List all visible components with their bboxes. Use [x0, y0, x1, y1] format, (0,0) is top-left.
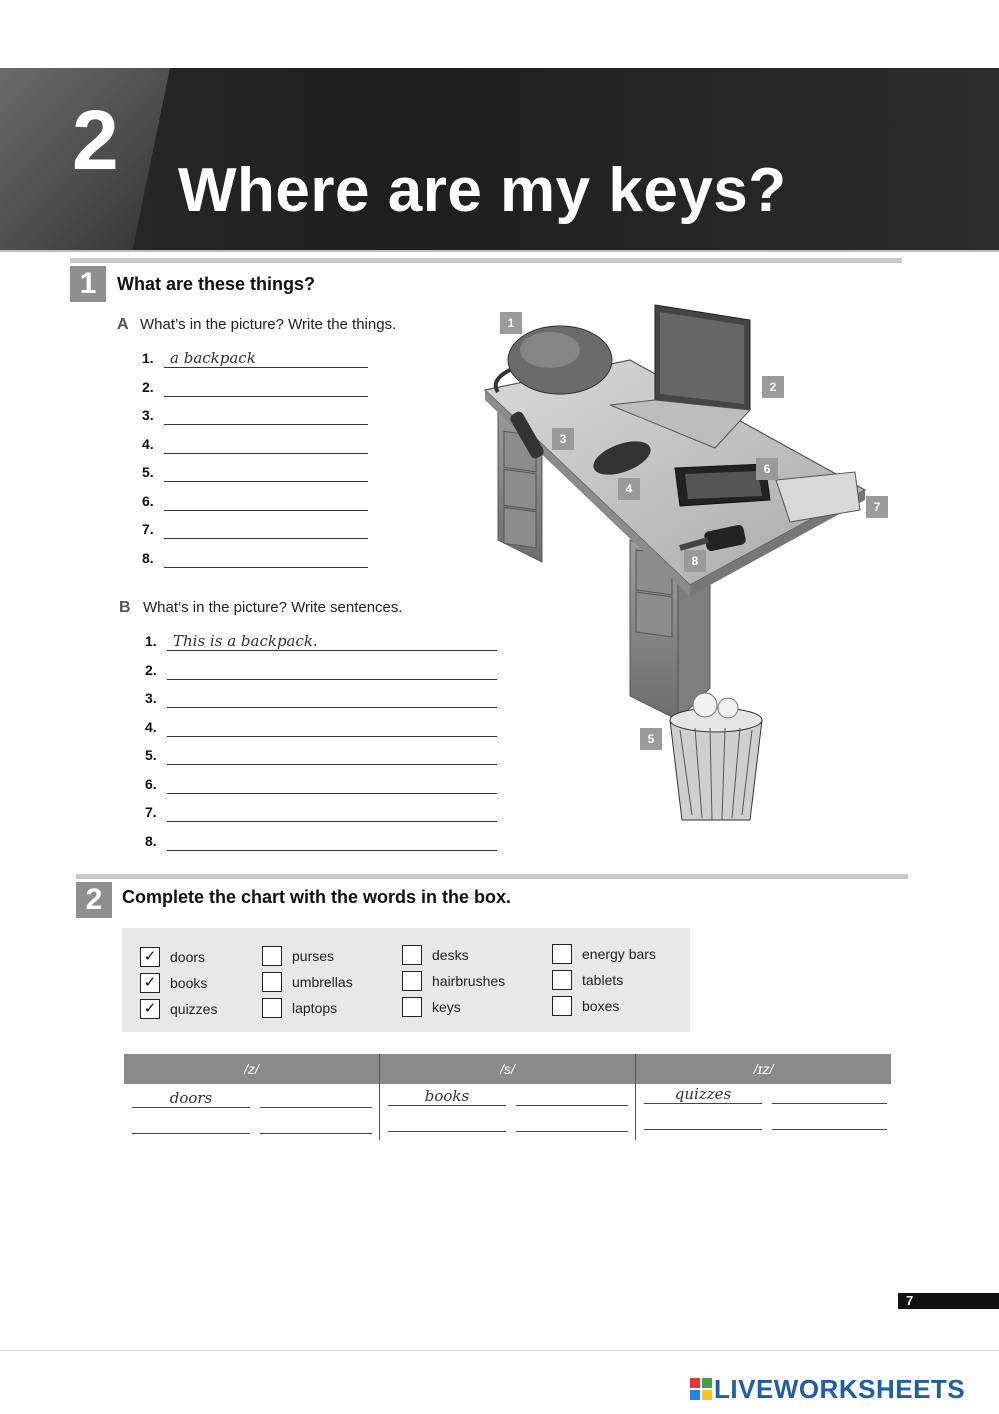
chart-cell[interactable] — [260, 1088, 372, 1108]
checkbox-icon[interactable] — [262, 998, 282, 1018]
word-option[interactable] — [552, 969, 682, 991]
chart-cell[interactable] — [772, 1110, 887, 1130]
divider — [0, 1350, 999, 1351]
answer-field[interactable] — [164, 434, 368, 454]
section-title: Complete the chart with the words in the box. — [122, 887, 512, 907]
answer-field[interactable] — [164, 462, 368, 482]
chart-cell[interactable] — [388, 1112, 506, 1132]
answer-row — [145, 829, 501, 855]
item-number: 3. — [145, 690, 157, 706]
column-divider — [379, 1054, 380, 1140]
chart-header-iz: /ɪz/ — [636, 1054, 891, 1084]
answer-field[interactable]: This is a backpack. — [167, 631, 497, 651]
word-option[interactable] — [402, 944, 532, 966]
word-option[interactable] — [140, 946, 270, 968]
chart-header-z: /z/ — [124, 1054, 379, 1084]
checkbox-icon[interactable] — [402, 971, 422, 991]
word-option[interactable] — [402, 970, 532, 992]
chart-cell[interactable] — [132, 1114, 250, 1134]
checkbox-icon[interactable] — [262, 946, 282, 966]
answer-row — [142, 346, 372, 372]
item-number: 6. — [142, 492, 154, 509]
answer-field[interactable] — [164, 548, 368, 568]
checkbox-icon[interactable] — [552, 944, 572, 964]
divider — [0, 250, 999, 252]
item-number: 8. — [142, 549, 154, 566]
word-option[interactable] — [140, 972, 270, 994]
chart-cell[interactable] — [772, 1084, 887, 1104]
answer-row — [145, 772, 501, 798]
item-number: 4. — [142, 435, 154, 452]
word-option[interactable] — [140, 998, 270, 1020]
answer-row — [142, 546, 372, 572]
checkbox-icon[interactable] — [402, 945, 422, 965]
answer-field[interactable] — [164, 519, 368, 539]
desk-picture — [480, 300, 900, 840]
item-number: 1. — [142, 350, 154, 366]
logo-icon — [690, 1378, 712, 1400]
answer-row — [145, 686, 501, 712]
word-option[interactable] — [552, 943, 682, 965]
word-label: keys — [432, 999, 461, 1015]
word-label: books — [170, 975, 208, 991]
item-number: 6. — [145, 775, 157, 792]
word-label: boxes — [582, 998, 620, 1014]
checkbox-icon[interactable] — [552, 970, 572, 990]
part-instruction: What’s in the picture? Write the things. — [140, 316, 397, 333]
answer-field[interactable] — [164, 491, 368, 511]
answer-row — [142, 375, 372, 401]
picture-tag: 4 — [618, 478, 640, 500]
chart-header-s: /s/ — [380, 1054, 635, 1084]
section-badge: 2 — [76, 882, 112, 918]
word-option[interactable] — [402, 996, 532, 1018]
chart-cell[interactable] — [516, 1086, 628, 1106]
answer-row — [145, 658, 501, 684]
checked-checkbox-icon[interactable]: ✓ — [140, 973, 160, 993]
item-number: 5. — [145, 747, 157, 763]
answer-row — [145, 800, 501, 826]
chart-cell[interactable] — [644, 1110, 762, 1130]
column-divider — [635, 1054, 636, 1140]
word-option[interactable] — [262, 997, 392, 1019]
answer-field[interactable] — [164, 377, 368, 397]
page-number: 7 — [906, 1293, 914, 1308]
answer-row — [142, 489, 372, 515]
chart-cell[interactable]: books — [388, 1086, 506, 1106]
answer-row — [145, 715, 501, 741]
picture-tag: 6 — [756, 458, 778, 480]
item-number: 7. — [142, 521, 154, 537]
item-number: 5. — [142, 464, 154, 480]
answer-field[interactable] — [167, 774, 497, 794]
page-title: Where are my keys? — [178, 156, 787, 225]
part-letter: B — [119, 599, 131, 616]
answer-row — [145, 743, 501, 769]
word-option[interactable] — [552, 995, 682, 1017]
answer-field[interactable] — [167, 802, 497, 822]
chart-cell[interactable]: doors — [132, 1088, 250, 1108]
word-label: tablets — [582, 972, 624, 988]
answer-field[interactable] — [167, 717, 497, 737]
chart-cell[interactable] — [260, 1114, 372, 1134]
item-number: 2. — [142, 378, 154, 395]
chart-cell[interactable] — [516, 1112, 628, 1132]
answer-row — [142, 517, 372, 543]
picture-tag: 1 — [500, 312, 522, 334]
answer-field[interactable] — [167, 745, 497, 765]
checkbox-icon[interactable] — [552, 996, 572, 1016]
word-label: energy bars — [582, 946, 656, 962]
item-number: 3. — [142, 407, 154, 423]
checkbox-icon[interactable] — [262, 972, 282, 992]
checked-checkbox-icon[interactable]: ✓ — [140, 947, 160, 967]
word-label: laptops — [292, 1000, 338, 1016]
answer-row — [142, 432, 372, 458]
answer-field[interactable] — [167, 660, 497, 680]
sound-chart — [124, 1054, 891, 1140]
section-rule — [76, 874, 908, 879]
section-title: What are these things? — [117, 274, 316, 294]
picture-tag: 2 — [762, 376, 784, 398]
checkbox-icon[interactable] — [402, 997, 422, 1017]
checked-checkbox-icon[interactable]: ✓ — [140, 999, 160, 1019]
picture-tag: 5 — [640, 728, 662, 750]
part-instruction: What’s in the picture? Write sentences. — [143, 599, 403, 616]
item-number: 4. — [145, 718, 157, 735]
answer-row — [142, 403, 372, 429]
item-number: 7. — [145, 804, 157, 820]
section-rule — [70, 258, 902, 263]
answer-field[interactable] — [167, 688, 497, 708]
word-option[interactable] — [262, 971, 392, 993]
item-number: 2. — [145, 661, 157, 678]
word-box — [122, 928, 690, 1032]
brand-name: LIVEWORKSHEETS — [714, 1374, 966, 1404]
section-badge: 1 — [70, 266, 106, 302]
answer-field[interactable] — [167, 831, 497, 851]
item-number: 8. — [145, 832, 157, 849]
word-label: umbrellas — [292, 974, 353, 990]
picture-tag: 7 — [866, 496, 888, 518]
chart-cell[interactable]: quizzes — [644, 1084, 762, 1104]
item-number: 1. — [145, 633, 157, 649]
word-label: hairbrushes — [432, 973, 506, 989]
answer-row — [142, 460, 372, 486]
unit-number: 2 — [72, 93, 119, 187]
word-label: desks — [432, 947, 469, 963]
answer-field[interactable]: a backpack — [164, 348, 368, 368]
picture-tag: 8 — [684, 550, 706, 572]
word-label: purses — [292, 948, 335, 964]
part-letter: A — [117, 316, 129, 333]
word-label: doors — [170, 949, 206, 965]
answer-field[interactable] — [164, 405, 368, 425]
word-label: quizzes — [170, 1001, 218, 1017]
word-option[interactable] — [262, 945, 392, 967]
answer-row — [145, 629, 501, 655]
picture-tag: 3 — [552, 428, 574, 450]
